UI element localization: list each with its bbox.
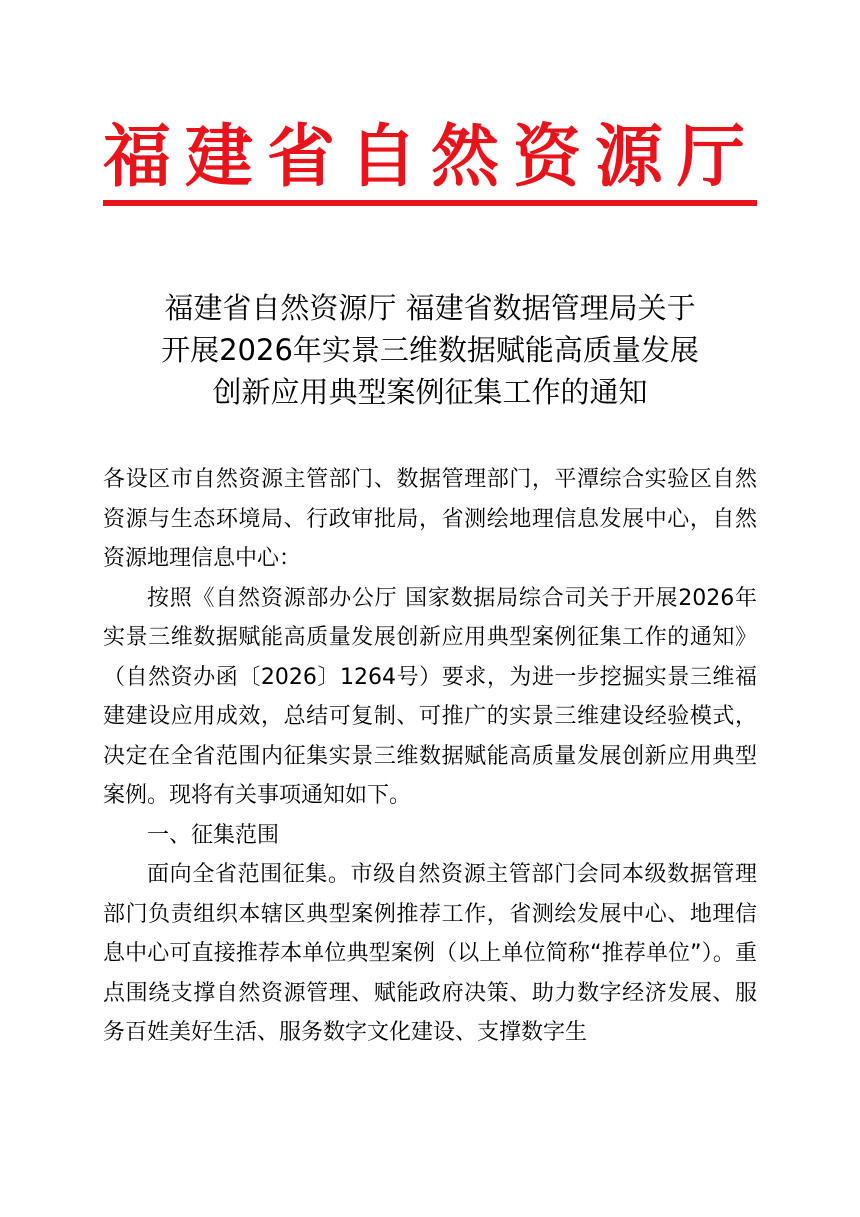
section-heading-1: 一、征集范围 (147, 822, 280, 848)
title-line-1: 福建省自然资源厅 福建省数据管理局关于 (164, 291, 696, 325)
issuer-masthead: 福建省自然资源厅 (103, 118, 760, 197)
body-paragraph-2: 面向全省范围征集。市级自然资源主管部门会同本级数据管理部门负责组织本辖区典型案例推荐工作，省测绘发展中心、地理信息中心可直接推荐本单位典型案例（以上单位简称“推荐单位”）。重点围绕支撑自然资源管理、赋能政府决策、助力数字经济发展、服务百姓美好生活、服务数字文化建设、支撑数字生 (103, 862, 757, 1045)
addressee-paragraph: 各设区市自然资源主管部门、数据管理部门，平潭综合实验区自然资源与生态环境局、行政审批局，省测绘地理信息发展中心，自然资源地理信息中心： (103, 467, 757, 571)
document-body (103, 460, 757, 1053)
body-paragraph-1: 按照《自然资源部办公厅 国家数据局综合司关于开展2026年实景三维数据赋能高质量发展创新应用典型案例征集工作的通知》（自然资办函〔2026〕1264号）要求，为进一步挖掘实景三维福建建设应用成效，总结可复制、可推广的实景三维建设经验模式，决定在全省范围内征集实景三维数据赋能高质量发展创新应用典型案例。现将有关事项通知如下。 (103, 585, 757, 808)
title-line-2: 开展2026年实景三维数据赋能高质量发展 (161, 333, 699, 367)
red-divider-line (103, 200, 757, 206)
title-line-3: 创新应用典型案例征集工作的通知 (212, 375, 648, 409)
document-title (80, 287, 780, 413)
